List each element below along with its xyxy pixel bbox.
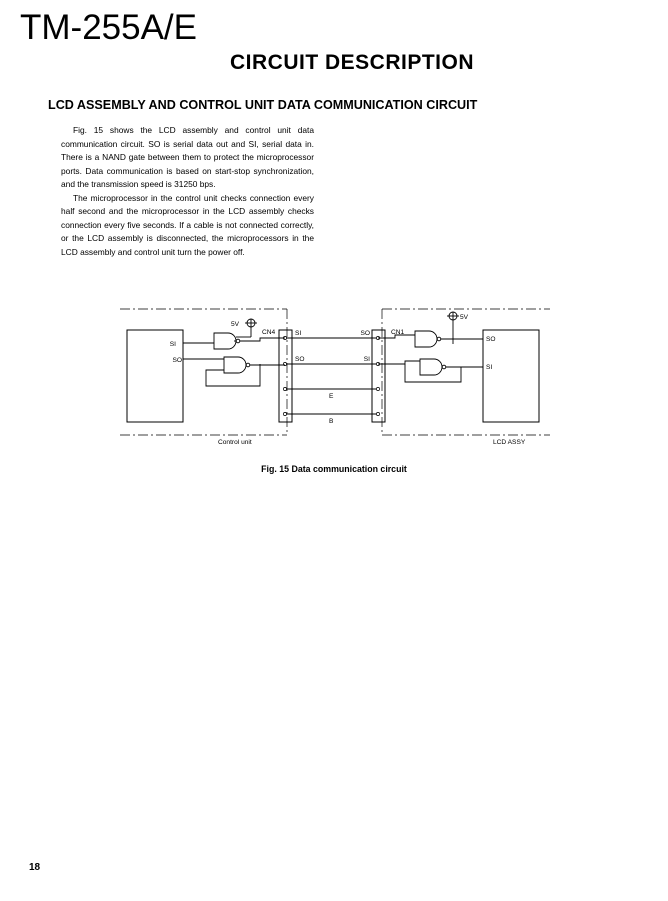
supply-5v-left-label: 5V [231, 321, 240, 328]
connector-cn1 [372, 330, 385, 422]
lcd-assy-boundary [382, 309, 550, 435]
subsection-heading: LCD ASSEMBLY AND CONTROL UNIT DATA COMMUNICATION CIRCUIT [48, 98, 478, 112]
figure-caption: Fig. 15 Data communication circuit [261, 464, 407, 474]
control-unit-boundary [120, 309, 287, 435]
body-text [61, 124, 314, 259]
line-so-right-label: SO [360, 330, 370, 337]
left-pin-si-label: SI [169, 341, 176, 348]
connector-pins [283, 336, 379, 415]
control-unit-gates [183, 328, 285, 386]
line-so-left-label: SO [295, 356, 305, 363]
model-title: TM-255A/E [20, 8, 197, 47]
left-pin-so-label: SO [172, 357, 182, 364]
data-communication-circuit-diagram [110, 302, 560, 452]
right-pin-so-label: SO [486, 336, 496, 343]
line-si-right-label: SI [363, 356, 370, 363]
line-si-left-label: SI [295, 330, 302, 337]
control-unit-label: Control unit [218, 439, 252, 446]
cn1-label: CN1 [391, 329, 405, 336]
lcd-assy-label: LCD ASSY [493, 439, 526, 446]
line-e-label: E [329, 393, 334, 400]
connector-cn4 [279, 330, 292, 422]
section-title: CIRCUIT DESCRIPTION [230, 51, 475, 74]
right-pin-si-label: SI [486, 364, 493, 371]
supply-5v-right [447, 312, 459, 320]
paragraph-2: The microprocessor in the control unit checks connection every half second and the microprocessor in the LCD assembly checks connection every five seconds. If a cable is not connected correctly, or the LCD assembly is disconnected, the microprocessors in the LCD assembly and control unit turn the power off. [61, 192, 314, 257]
lcd-assy-microprocessor [483, 330, 539, 422]
supply-5v-left [245, 319, 257, 328]
page-number: 18 [29, 862, 41, 873]
supply-5v-right-label: 5V [460, 314, 469, 321]
cn4-label: CN4 [262, 329, 276, 336]
line-b-label: B [329, 418, 334, 425]
paragraph-1: Fig. 15 shows the LCD assembly and control unit data communication circuit. SO is serial data out and SI, serial data in. There is a NAND gate between them to protect the microprocessor ports. Data communication is based on start-stop synchronization, and the transmission speed is 31250 bps. [61, 125, 314, 189]
interconnect-wires [285, 338, 378, 414]
